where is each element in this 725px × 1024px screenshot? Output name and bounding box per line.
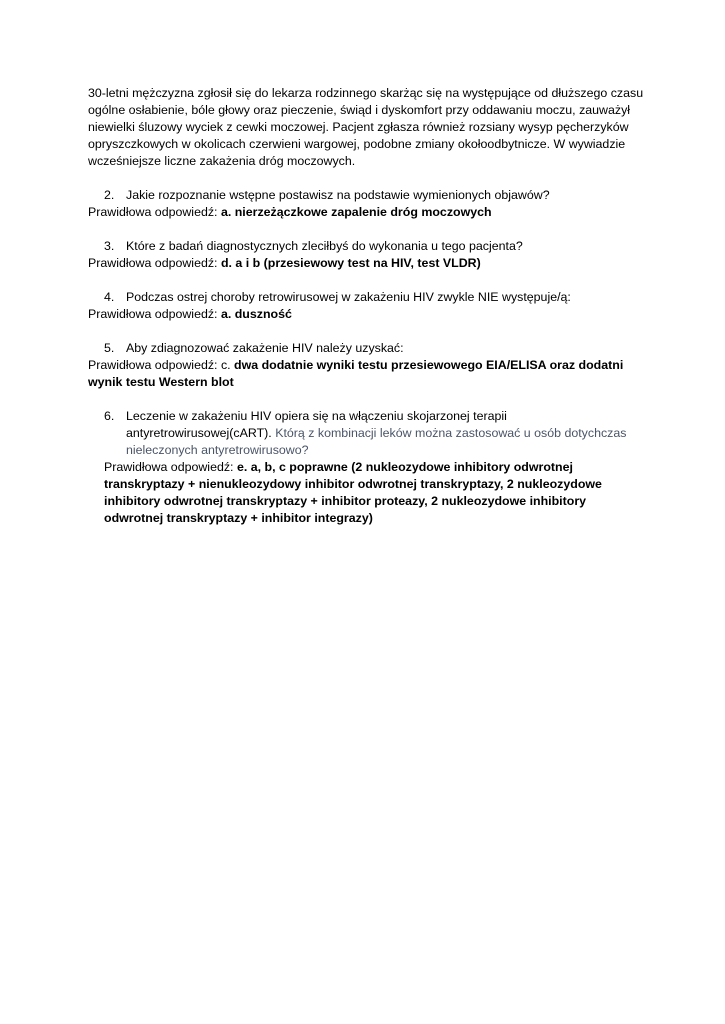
answer-text: d. a i b (przesiewowy test na HIV, test VLDR): [220, 256, 481, 270]
answer-label: Prawidłowa odpowiedź:: [88, 358, 218, 372]
question-number: 5.: [104, 341, 115, 355]
question-text: Leczenie w zakażeniu HIV opiera się na włączeniu skojarzonej terapii antyretrowirusowej(cART).: [126, 409, 507, 440]
answer-label: Prawidłowa odpowiedź:: [88, 307, 218, 321]
question-number: 6.: [104, 409, 115, 423]
answer-6: [88, 459, 648, 527]
question-2: [88, 187, 648, 204]
question-number: 2.: [104, 188, 115, 202]
answer-4: [88, 306, 648, 323]
question-text: Podczas ostrej choroby retrowirusowej w zakażeniu HIV zwykle NIE występuje/ą:: [126, 290, 571, 304]
question-3: [88, 238, 648, 255]
answer-2: [88, 204, 648, 221]
question-text: Jakie rozpoznanie wstępne postawisz na podstawie wymienionych objawów?: [126, 188, 550, 202]
answer-label: Prawidłowa odpowiedź:: [104, 460, 234, 474]
case-description: 30-letni mężczyzna zgłosił się do lekarza rodzinnego skarżąc się na występujące od dłuższego czasu ogólne osłabienie, bóle głowy oraz pieczenie, świąd i dyskomfort przy oddawaniu moczu, zauważył niewielki śluzowy wyciek z cewki moczowej. Pacjent zgłasza również rozsiany wysyp pęcherzyków opryszczkowych w okolicach czerwieni wargowej, podobne zmiany okołoodbytnicze. W wywiadzie wcześniejsze liczne zakażenia dróg moczowych.: [88, 86, 644, 168]
answer-label: Prawidłowa odpowiedź:: [88, 205, 218, 219]
question-number: 4.: [104, 290, 115, 304]
document-page: [88, 85, 648, 527]
answer-5: [88, 357, 648, 391]
answer-text: dwa dodatnie wyniki testu przesiewowego EIA/ELISA oraz dodatni wynik testu Western blot: [88, 358, 624, 389]
answer-text: e. a, b, c poprawne (2 nukleozydowe inhibitory odwrotnej transkryptazy + nienukleozydowy inhibitor odwrotnej transkryptazy, 2 nukleozydowe inhibitory odwrotnej transkryptazy + inhibitor proteazy, 2 nukleozydowe inhibitory odwrotnej transkryptazy + inhibitor integrazy): [104, 460, 602, 525]
answer-option-letter: c.: [220, 358, 231, 372]
question-text: Które z badań diagnostycznych zleciłbyś do wykonania u tego pacjenta?: [126, 239, 523, 253]
answer-label: Prawidłowa odpowiedź:: [88, 256, 218, 270]
question-text-extra: Którą z kombinacji leków można zastosować u osób dotychczas nieleczonych antyretrowirusowo?: [126, 426, 627, 457]
answer-text: a. duszność: [220, 307, 292, 321]
question-5: [88, 340, 648, 357]
question-6: [88, 408, 648, 459]
question-4: [88, 289, 648, 306]
answer-3: [88, 255, 648, 272]
question-number: 3.: [104, 239, 115, 253]
question-text: Aby zdiagnozować zakażenie HIV należy uzyskać:: [126, 341, 404, 355]
answer-text: a. nierzeżączkowe zapalenie dróg moczowych: [220, 205, 492, 219]
